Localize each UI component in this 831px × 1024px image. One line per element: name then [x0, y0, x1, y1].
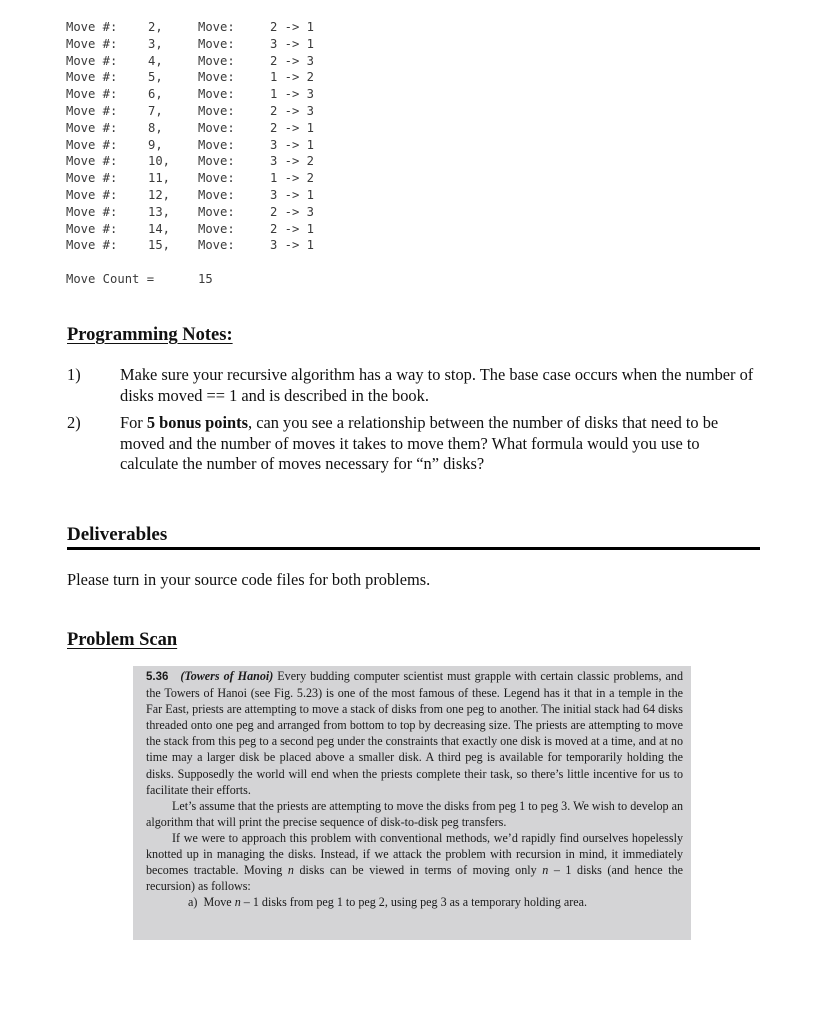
move-number: 5, [148, 70, 163, 85]
move-number: 7, [148, 103, 163, 118]
move-number: 10, [148, 154, 171, 169]
move-number: 8, [148, 120, 163, 135]
console-row [66, 69, 330, 86]
move-number-label: Move #: [66, 221, 118, 236]
move-label: Move: [198, 221, 235, 236]
console-row [66, 19, 330, 36]
variable-n: n [234, 895, 241, 910]
move-pegs: 2 -> 3 [270, 103, 315, 118]
note-text: Make sure your recursive algorithm has a way to stop. The base case occurs when the number of disks moved == 1 and is described in the book. [120, 365, 754, 405]
move-pegs: 2 -> 1 [270, 120, 315, 135]
scan-list-item [146, 894, 683, 910]
move-pegs: 1 -> 2 [270, 70, 315, 85]
programming-notes-heading: Programming Notes: [67, 325, 233, 345]
move-label: Move: [198, 154, 235, 169]
console-row [66, 86, 330, 103]
move-number-label: Move #: [66, 53, 118, 68]
console-row [66, 221, 330, 238]
move-number-label: Move #: [66, 154, 118, 169]
console-row [66, 204, 330, 221]
problem-number: 5.36 [146, 671, 169, 683]
note-item [67, 413, 767, 475]
note-item [67, 365, 767, 406]
scan-paragraph [146, 830, 683, 894]
variable-n: n [287, 863, 294, 878]
move-number: 9, [148, 137, 163, 152]
move-label: Move: [198, 187, 235, 202]
move-number-label: Move #: [66, 238, 118, 253]
move-pegs: 1 -> 3 [270, 87, 315, 102]
scan-paragraph [146, 668, 683, 798]
move-pegs: 1 -> 2 [270, 171, 315, 186]
move-number-label: Move #: [66, 36, 118, 51]
move-count-line [66, 271, 330, 288]
scan-text: disks can be viewed in terms of moving only [293, 863, 543, 878]
console-row [66, 170, 330, 187]
console-row [66, 187, 330, 204]
move-label: Move: [198, 20, 235, 34]
move-number: 4, [148, 53, 163, 68]
console-row [66, 120, 330, 137]
note-text [120, 413, 760, 475]
move-pegs: 3 -> 2 [270, 154, 315, 169]
move-number: 3, [148, 36, 163, 51]
move-label: Move: [198, 171, 235, 186]
move-pegs: 3 -> 1 [270, 187, 315, 202]
problem-title: (Towers of Hanoi) [180, 669, 274, 683]
move-label: Move: [198, 120, 235, 135]
move-pegs: 2 -> 3 [270, 53, 315, 68]
console-row [66, 103, 330, 120]
move-label: Move: [198, 36, 235, 51]
move-number: 2, [148, 20, 163, 34]
console-row [66, 237, 330, 254]
console-row [66, 36, 330, 53]
programming-notes-list [67, 365, 767, 482]
move-label: Move: [198, 137, 235, 152]
scan-text: – 1 disks from peg 1 to peg 2, using peg 3 as a temporary holding area. [240, 895, 588, 910]
deliverables-divider [67, 547, 760, 550]
scan-text: – 1 disks (and hence the recursion) as follows: [146, 863, 683, 894]
move-pegs: 2 -> 1 [270, 20, 315, 34]
scan-text: If we were to approach this problem with conventional methods, we’d rapidly find ourselves hopelessly knotted up in managing the disks. Instead, if we attack the problem with recursion in mind, it immediately becomes tractable. Moving [146, 830, 683, 878]
scan-paragraph: Let’s assume that the priests are attempting to move the disks from peg 1 to peg 3. We wish to develop an algorithm that will print the precise sequence of disk-to-disk peg transfers. [146, 798, 683, 829]
move-label: Move: [198, 204, 235, 219]
console-row [66, 53, 330, 70]
move-number-label: Move #: [66, 20, 118, 34]
move-label: Move: [198, 87, 235, 102]
move-number-label: Move #: [66, 87, 118, 102]
move-pegs: 2 -> 1 [270, 221, 315, 236]
move-pegs: 3 -> 1 [270, 137, 315, 152]
move-number: 11, [148, 171, 171, 186]
move-number: 13, [148, 204, 171, 219]
move-number: 15, [148, 238, 171, 253]
move-label: Move: [198, 70, 235, 85]
move-number-label: Move #: [66, 187, 118, 202]
move-number-label: Move #: [66, 171, 118, 186]
problem-scan-image [133, 666, 691, 940]
move-count-label: Move Count = [66, 271, 155, 286]
move-number: 12, [148, 187, 171, 202]
note-number: 2) [67, 413, 81, 432]
move-number: 14, [148, 221, 171, 236]
move-count-value: 15 [198, 271, 213, 286]
scan-text: Move [203, 895, 235, 910]
problem-scan-heading: Problem Scan [67, 630, 178, 650]
variable-n: n [542, 863, 549, 878]
console-row [66, 153, 330, 170]
note-number: 1) [67, 365, 81, 384]
deliverables-text: Please turn in your source code files for both problems. [67, 570, 431, 589]
console-row [66, 137, 330, 154]
move-number-label: Move #: [66, 70, 118, 85]
move-number-label: Move #: [66, 120, 118, 135]
move-pegs: 3 -> 1 [270, 36, 315, 51]
move-pegs: 3 -> 1 [270, 238, 315, 253]
move-number: 6, [148, 87, 163, 102]
move-number-label: Move #: [66, 137, 118, 152]
move-number-label: Move #: [66, 103, 118, 118]
item-label: a) [188, 895, 198, 910]
move-label: Move: [198, 53, 235, 68]
bonus-points-text: 5 bonus points [146, 413, 249, 432]
deliverables-heading: Deliverables [67, 524, 168, 545]
console-output [66, 19, 330, 288]
scan-text: Every budding computer scientist must grapple with certain classic problems, and the Towers of Hanoi (see Fig. 5.23) is one of the most famous of these. Legend has it that in a temple in the Far East, priests are attempting to move a stack of disks from one peg to another. The initial stack had 64 disks threaded onto one peg and arranged from bottom to top by decreasing size. The priests are attempting to move the stack from this peg to a second peg under the constraints that exactly one disk is moved at a time, and at no time may a larger disk be placed above a smaller disk. A third peg is available for temporarily holding the disks. Supposedly the world will end when the priests complete their task, so there’s little incentive for us to facilitate their efforts. [146, 669, 683, 797]
note-text-pre: For [120, 413, 147, 432]
move-pegs: 2 -> 3 [270, 204, 315, 219]
move-label: Move: [198, 238, 235, 253]
move-label: Move: [198, 103, 235, 118]
note-text-post: , can you see a relationship between the number of disks that need to be moved and the number of moves it takes to move them? What formula would you use to calculate the number of moves necessary for “n” disks? [120, 413, 719, 473]
move-number-label: Move #: [66, 204, 118, 219]
